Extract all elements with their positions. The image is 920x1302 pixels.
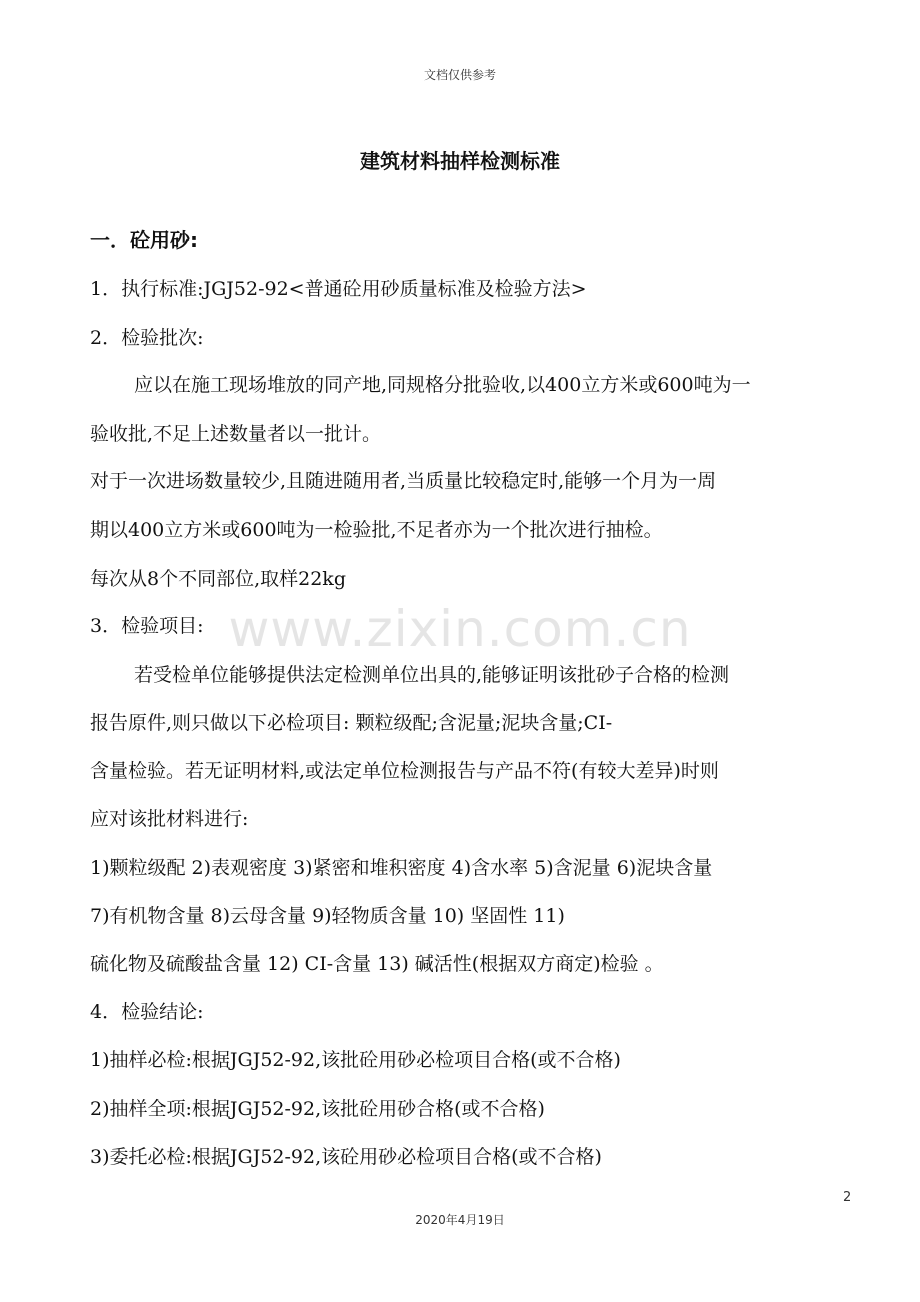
- paragraph-line: 每次从8个不同部位,取样22kg: [90, 568, 346, 590]
- page-number: 2: [843, 1190, 852, 1205]
- header-note: 文档仅供参考: [423, 68, 496, 82]
- section-heading: 一．砼用砂:: [90, 228, 198, 252]
- watermark: www.zixin.com.cn: [228, 600, 692, 658]
- document-title: 建筑材料抽样检测标准: [360, 149, 560, 173]
- paragraph-line: 期以400立方米或600吨为一检验批,不足者亦为一个批次进行抽检。: [90, 519, 663, 541]
- paragraph-line: 报告原件,则只做以下必检项目: 颗粒级配;含泥量;泥块含量;CI-: [90, 712, 613, 734]
- paragraph-line: 若受检单位能够提供法定检测单位出具的,能够证明该批砂子合格的检测: [134, 664, 730, 686]
- paragraph-line: 4．检验结论:: [90, 1001, 204, 1023]
- paragraph-line: 1)颗粒级配 2)表观密度 3)紧密和堆积密度 4)含水率 5)含泥量 6)泥块含量: [90, 857, 713, 879]
- paragraph-line: 3．检验项目:: [90, 615, 204, 637]
- paragraph-line: 2)抽样全项:根据JGJ52-92,该批砼用砂合格(或不合格): [90, 1098, 545, 1120]
- paragraph-line: 7)有机物含量 8)云母含量 9)轻物质含量 10) 坚固性 11): [90, 905, 565, 927]
- footer-date: 2020年4月19日: [415, 1213, 505, 1227]
- paragraph-line: 含量检验。若无证明材料,或法定单位检测报告与产品不符(有较大差异)时则: [90, 760, 719, 782]
- paragraph-line: 验收批,不足上述数量者以一批计。: [90, 423, 382, 445]
- paragraph-line: 1)抽样必检:根据JGJ52-92,该批砼用砂必检项目合格(或不合格): [90, 1049, 621, 1071]
- paragraph-line: 对于一次进场数量较少,且随进随用者,当质量比较稳定时,能够一个月为一周: [90, 470, 717, 492]
- paragraph-line: 硫化物及硫酸盐含量 12) CI-含量 13) 碱活性(根据双方商定)检验 。: [90, 953, 664, 975]
- paragraph-line: 2．检验批次:: [90, 327, 204, 349]
- paragraph-line: 3)委托必检:根据JGJ52-92,该砼用砂必检项目合格(或不合格): [90, 1146, 602, 1168]
- paragraph-line: 应以在施工现场堆放的同产地,同规格分批验收,以400立方米或600吨为一: [134, 374, 751, 396]
- paragraph-line: 1．执行标准:JGJ52-92<普通砼用砂质量标准及检验方法>: [90, 278, 587, 300]
- paragraph-line: 应对该批材料进行:: [90, 808, 249, 830]
